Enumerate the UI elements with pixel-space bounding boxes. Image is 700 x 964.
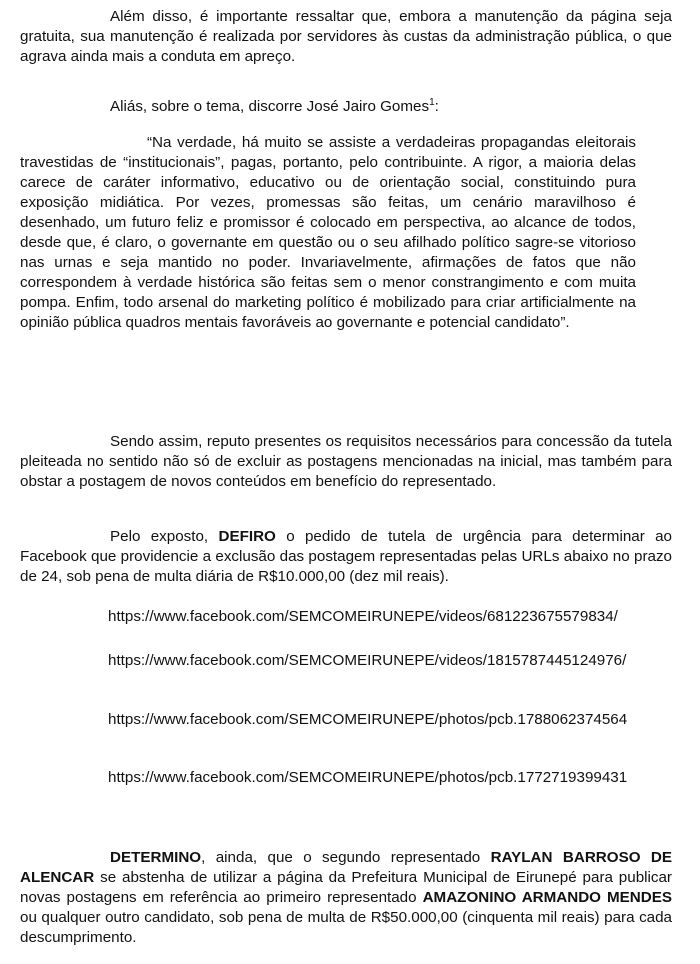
decision-text-before: Pelo exposto, xyxy=(110,528,219,545)
second-representative-name: RAYLAN BARROSO DE ALENCAR xyxy=(20,849,672,886)
decision-text-after: o pedido de tutela de urgência para determinar ao Facebook que providencie a exclusão das postagem representadas pelas URLs abaixo no prazo de 24, sob pena de multa diária de R$10.000,00 (dez mil reais). xyxy=(20,528,672,585)
url-link-3[interactable]: https://www.facebook.com/SEMCOMEIRUNEPE/photos/pcb.1788062374564 xyxy=(108,711,628,728)
citation-intro-suffix: : xyxy=(434,98,439,115)
url-link-1[interactable]: https://www.facebook.com/SEMCOMEIRUNEPE/videos/681223675579834/ xyxy=(108,608,618,625)
document-page xyxy=(20,0,672,964)
paragraph-requirements: Sendo assim, reputo presentes os requisitos necessários para concessão da tutela pleiteada no sentido não só de excluir as postagens mencionadas na inicial, mas também para obstar a postagem de novos conteúdos em benefício do representado. xyxy=(20,433,672,490)
paragraph-citation-intro xyxy=(20,97,672,117)
block-quote: “Na verdade, há muito se assiste a verdadeiras propagandas eleitorais travestidas de “institucionais”, pagas, portanto, pelo contribuinte. A rigor, a maioria delas carece de caráter informativo, educativo ou de orientação social, constituindo pura exposição midiática. Por vezes, promessas são feitas, um cenário maravilhoso é desenhado, um futuro feliz e promissor é colocado em perspectiva, ao alcance de todos, desde que, é claro, o governante em questão ou o seu afilhado político sagre-se vitorioso nas urnas e seja mantido no poder. Invariavelmente, afirmações de fatos que não correspondem à verdade histórica são feitas sem o menor constrangimento e com muita pompa. Enfim, todo arsenal do marketing político é mobilizado para criar artificialmente na opinião pública quadros mentais favoráveis ao governante e potencial candidato”. xyxy=(20,134,636,331)
url-link-4[interactable]: https://www.facebook.com/SEMCOMEIRUNEPE/photos/pcb.1772719399431 xyxy=(108,769,628,786)
paragraph-maintenance: Além disso, é importante ressaltar que, embora a manutenção da página seja gratuita, sua manutenção é realizada por servidores às custas da administração pública, o que agrava ainda mais a conduta em apreço. xyxy=(20,8,672,65)
paragraph-decision xyxy=(20,527,672,587)
determination-text-1: , ainda, que o segundo representado xyxy=(201,849,491,866)
url-link-2[interactable]: https://www.facebook.com/SEMCOMEIRUNEPE/videos/1815787445124976/ xyxy=(108,652,627,669)
first-representative-name: AMAZONINO ARMANDO MENDES xyxy=(422,889,672,906)
paragraph-determination xyxy=(20,848,672,948)
determination-text-2: se abstenha de utilizar a página da Prefeitura Municipal de Eirunepé para publicar novas postagens em referência ao primeiro representado xyxy=(20,869,672,906)
citation-intro-text: Aliás, sobre o tema, discorre José Jairo Gomes xyxy=(110,98,430,115)
footnote-mark[interactable]: 1 xyxy=(429,96,435,108)
decision-keyword: DEFIRO xyxy=(218,528,276,545)
determination-text-3: ou qualquer outro candidato, sob pena de multa de R$50.000,00 (cinquenta mil reais) para cada descumprimento. xyxy=(20,909,672,946)
determination-keyword: DETERMINO xyxy=(110,849,202,866)
